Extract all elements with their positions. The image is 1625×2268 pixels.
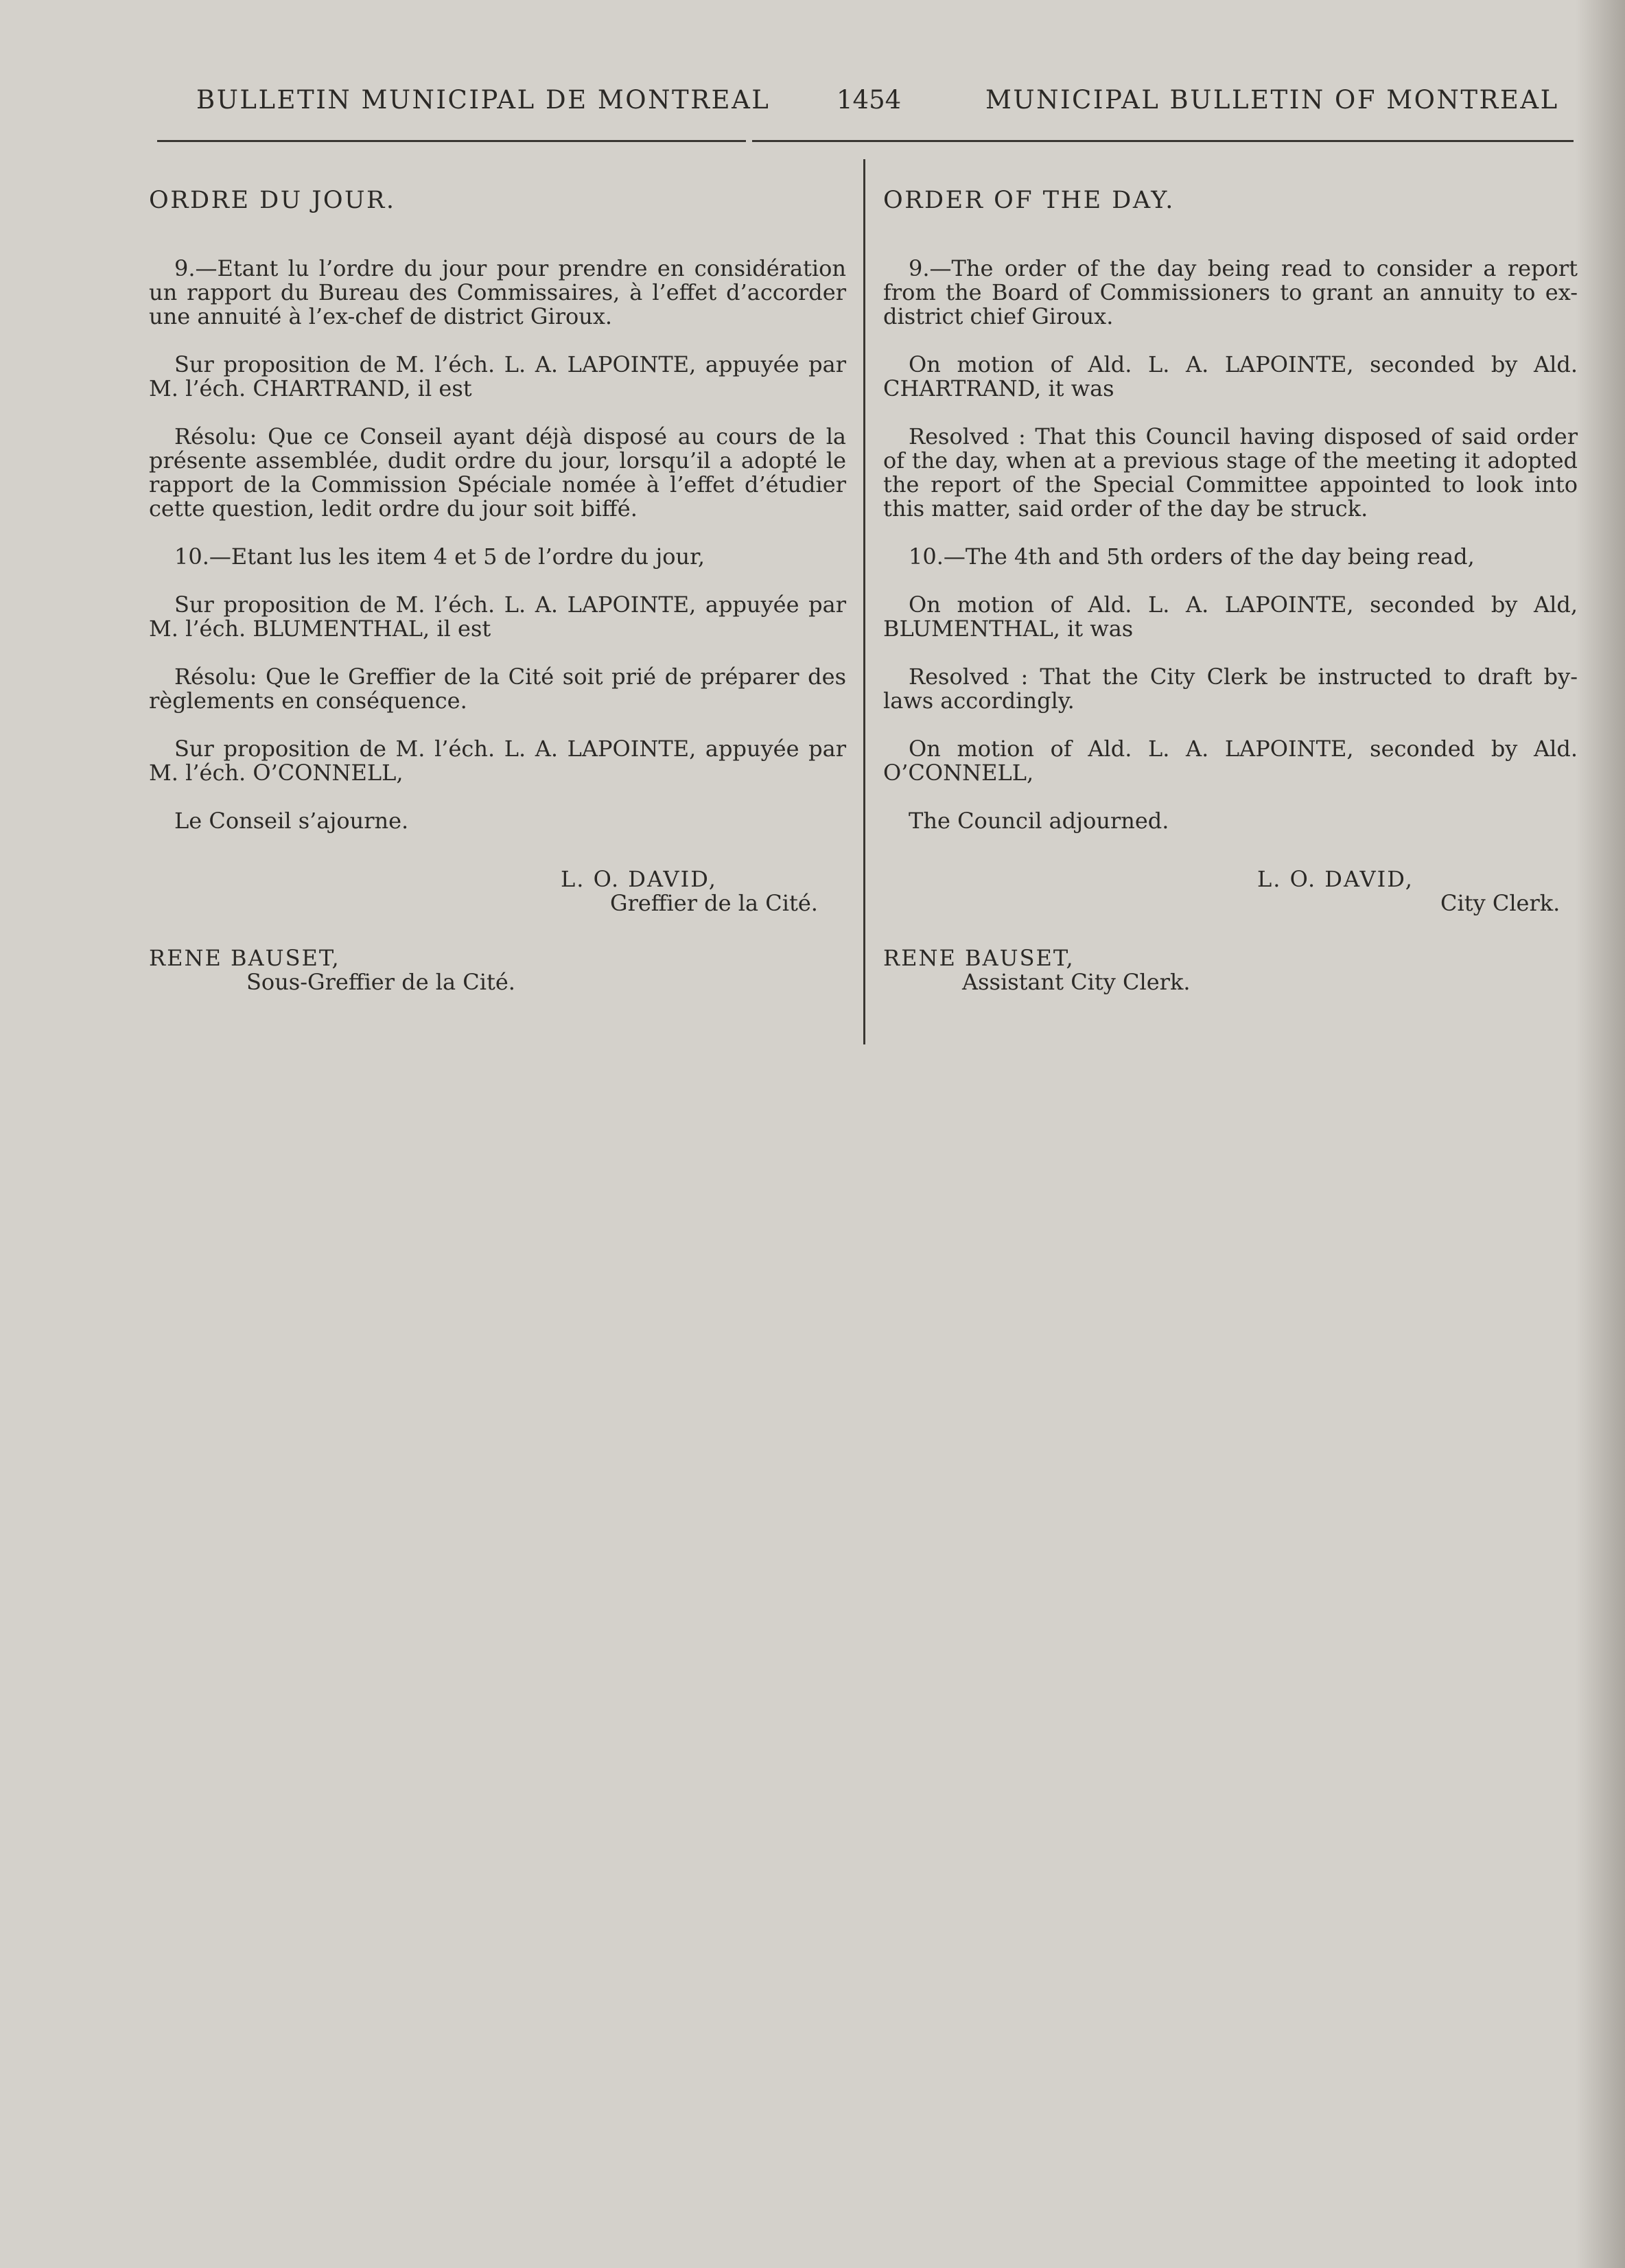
french-paragraph: Résolu: Que ce Conseil ayant déjà disposé au cours de la présente assemblée, dudit ordre du jour, lorsqu’il a adopté le rapport de la Commission Spéciale nomée à l’effet d’étudier cette question, ledit ordre du jour soit biffé. <box>149 423 846 522</box>
english-paragraph: On motion of Ald. L. A. LAPOINTE, seconded by Ald, BLUMENTHAL, it was <box>883 592 1578 642</box>
french-paragraph: 9.—Etant lu l’ordre du jour pour prendre en considération un rapport du Bureau des Commissaires, à l’effet d’accorder une annuité à l’ex-chef de district Giroux. <box>149 255 846 329</box>
english-paragraph: The Council adjourned. <box>909 808 1169 834</box>
french-clerk-title: Greffier de la Cité. <box>610 890 818 916</box>
header-title-english: MUNICIPAL BULLETIN OF MONTREAL <box>985 85 1559 115</box>
french-paragraph: Sur proposition de M. l’éch. L. A. LAPOINTE, appuyée par M. l’éch. BLUMENTHAL, il est <box>149 592 846 642</box>
page-number: 1454 <box>837 85 902 115</box>
french-clerk-name: L. O. DAVID, <box>561 866 717 892</box>
french-paragraph: Résolu: Que le Greffier de la Cité soit prié de préparer des règlements en conséquence. <box>149 664 846 714</box>
english-assistant-name: RENE BAUSET, <box>883 945 1075 971</box>
french-clerk-signature <box>149 867 846 915</box>
french-assistant-signature <box>149 946 846 994</box>
french-paragraph: 10.—Etant lus les item 4 et 5 de l’ordre du jour, <box>174 543 705 570</box>
french-assistant-name: RENE BAUSET, <box>149 945 340 971</box>
english-clerk-name: L. O. DAVID, <box>1257 866 1414 892</box>
french-paragraph: Le Conseil s’ajourne. <box>174 808 409 834</box>
english-clerk-signature <box>883 867 1578 915</box>
french-assistant-title: Sous-Greffier de la Cité. <box>246 969 515 995</box>
english-clerk-title: City Clerk. <box>1440 890 1560 916</box>
column-divider <box>863 159 865 1044</box>
header-title-french: BULLETIN MUNICIPAL DE MONTREAL <box>196 85 771 115</box>
french-heading: ORDRE DU JOUR. <box>149 187 396 214</box>
english-paragraph: On motion of Ald. L. A. LAPOINTE, seconded by Ald. O’CONNELL, <box>883 736 1578 786</box>
header-rule-left <box>157 140 746 142</box>
english-paragraph: On motion of Ald. L. A. LAPOINTE, seconded by Ald. CHARTRAND, it was <box>883 351 1578 401</box>
header-rule-right <box>752 140 1574 142</box>
english-heading: ORDER OF THE DAY. <box>883 187 1175 214</box>
english-column <box>883 189 1578 994</box>
english-paragraph: 9.—The order of the day being read to consider a report from the Board of Commissioners to grant an annuity to ex-district chief Giroux. <box>883 255 1578 329</box>
english-paragraph: Resolved : That this Council having disposed of said order of the day, when at a previous stage of the meeting it adopted the report of the Special Committee appointed to look into this matter, said order of the day be struck. <box>883 423 1578 522</box>
english-assistant-title: Assistant City Clerk. <box>962 969 1191 995</box>
english-paragraph: Resolved : That the City Clerk be instructed to draft by-laws accordingly. <box>883 664 1578 714</box>
english-paragraph: 10.—The 4th and 5th orders of the day being read, <box>909 543 1475 570</box>
page-edge-shadow <box>1576 0 1625 2268</box>
french-paragraph: Sur proposition de M. l’éch. L. A. LAPOINTE, appuyée par M. l’éch. O’CONNELL, <box>149 736 846 786</box>
english-assistant-signature <box>883 946 1578 994</box>
french-column <box>149 189 846 994</box>
french-paragraph: Sur proposition de M. l’éch. L. A. LAPOINTE, appuyée par M. l’éch. CHARTRAND, il est <box>149 351 846 401</box>
